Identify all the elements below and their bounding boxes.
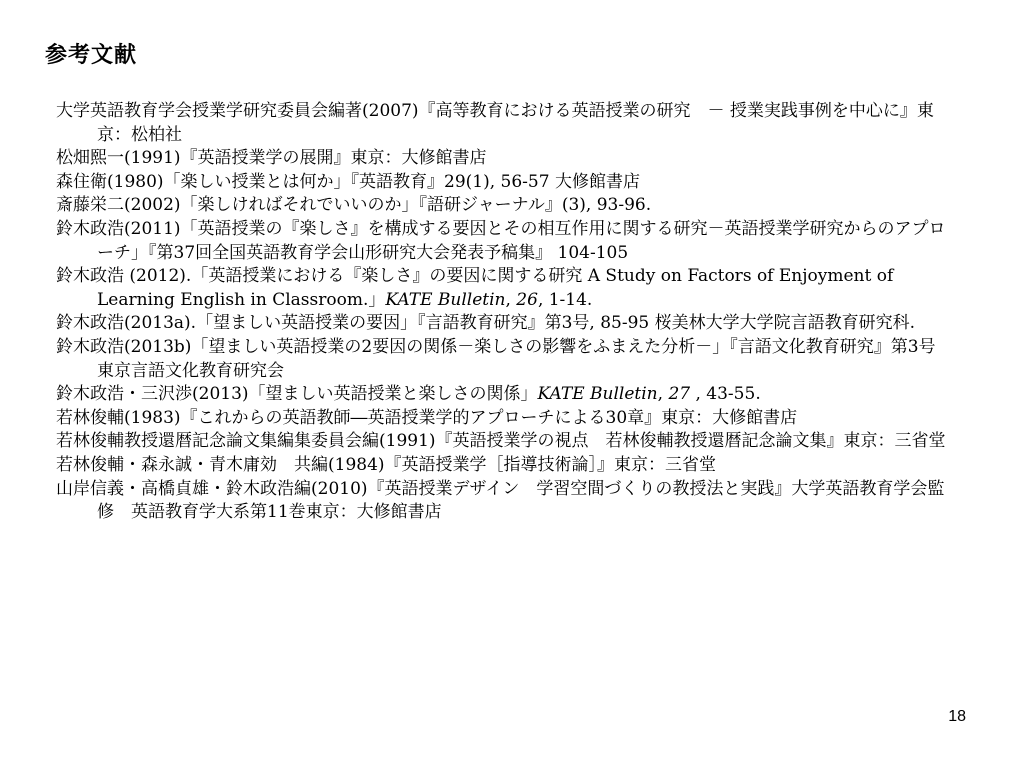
reference-separator: , bbox=[505, 289, 517, 310]
reference-item: 斎藤栄二(2002)「楽しければそれでいいのか」『語研ジャーナル』(3), 93-96. bbox=[56, 195, 652, 216]
reference-pages: , 43-55. bbox=[690, 384, 761, 405]
journal-volume: 27 bbox=[668, 384, 691, 405]
reference-item: 松畑熙一(1991)『英語授業学の展開』東京：大修館書店 bbox=[56, 148, 487, 169]
page-number: 18 bbox=[948, 708, 966, 725]
slide-title: 参考文献 bbox=[45, 43, 138, 68]
reference-separator: , bbox=[657, 384, 669, 405]
reference-text: 鈴木政浩・三沢渉(2013)「望ましい英語授業と楽しさの関係」 bbox=[56, 384, 538, 405]
journal-title: KATE Bulletin bbox=[385, 289, 506, 310]
journal-title: KATE Bulletin bbox=[537, 384, 658, 405]
journal-volume: 26 bbox=[516, 289, 538, 310]
reference-item: 若林俊輔教授還暦記念論文集編集委員会編(1991)『英語授業学の視点 若林俊輔教授還暦記念論文集』東京：三省堂 bbox=[56, 431, 946, 452]
reference-item: 若林俊輔・森永誠・青木庸効 共編(1984)『英語授業学［指導技術論］』東京：三省堂 bbox=[56, 454, 717, 475]
reference-item bbox=[56, 265, 956, 312]
reference-item: 鈴木政浩(2013a).「望ましい英語授業の要因」『言語教育研究』第3号, 85-95 桜美林大学大学院言語教育研究科. bbox=[56, 313, 916, 334]
reference-text: 鈴木政浩 (2012).「英語授業における『楽しさ』の要因に関する研究 A Study on Factors of Enjoyment of Learning English in Classroom.」 bbox=[56, 266, 894, 310]
reference-item: 若林俊輔(1983)『これからの英語教師―英語授業学的アプローチによる30章』東京：大修館書店 bbox=[56, 407, 798, 428]
reference-item: 山岸信義・高橋貞雄・鈴木政浩編(2010)『英語授業デザイン 学習空間づくりの教授法と実践』大学英語教育学会監修 英語教育学大系第11巻東京：大修館書店 bbox=[56, 478, 945, 523]
reference-item bbox=[56, 383, 956, 407]
reference-item: 森住衛(1980)「楽しい授業とは何か」『英語教育』29(1), 56-57 大修館書店 bbox=[56, 171, 640, 192]
reference-item: 大学英語教育学会授業学研究委員会編著(2007)『高等教育における英語授業の研究 － 授業実践事例を中心に』東京：松柏社 bbox=[56, 101, 934, 145]
reference-item: 鈴木政浩(2013b)「望ましい英語授業の2要因の関係－楽しさの影響をふまえた分析－」『言語文化教育研究』第3号 東京言語文化教育研究会 bbox=[56, 336, 936, 381]
reference-list bbox=[56, 100, 956, 525]
reference-pages: , 1-14. bbox=[537, 289, 593, 310]
reference-item: 鈴木政浩(2011)「英語授業の『楽しさ』を構成する要因とその相互作用に関する研究－英語授業学研究からのアプローチ」『第37回全国英語教育学会山形研究大会発表予稿集』 104-105 bbox=[56, 218, 946, 263]
